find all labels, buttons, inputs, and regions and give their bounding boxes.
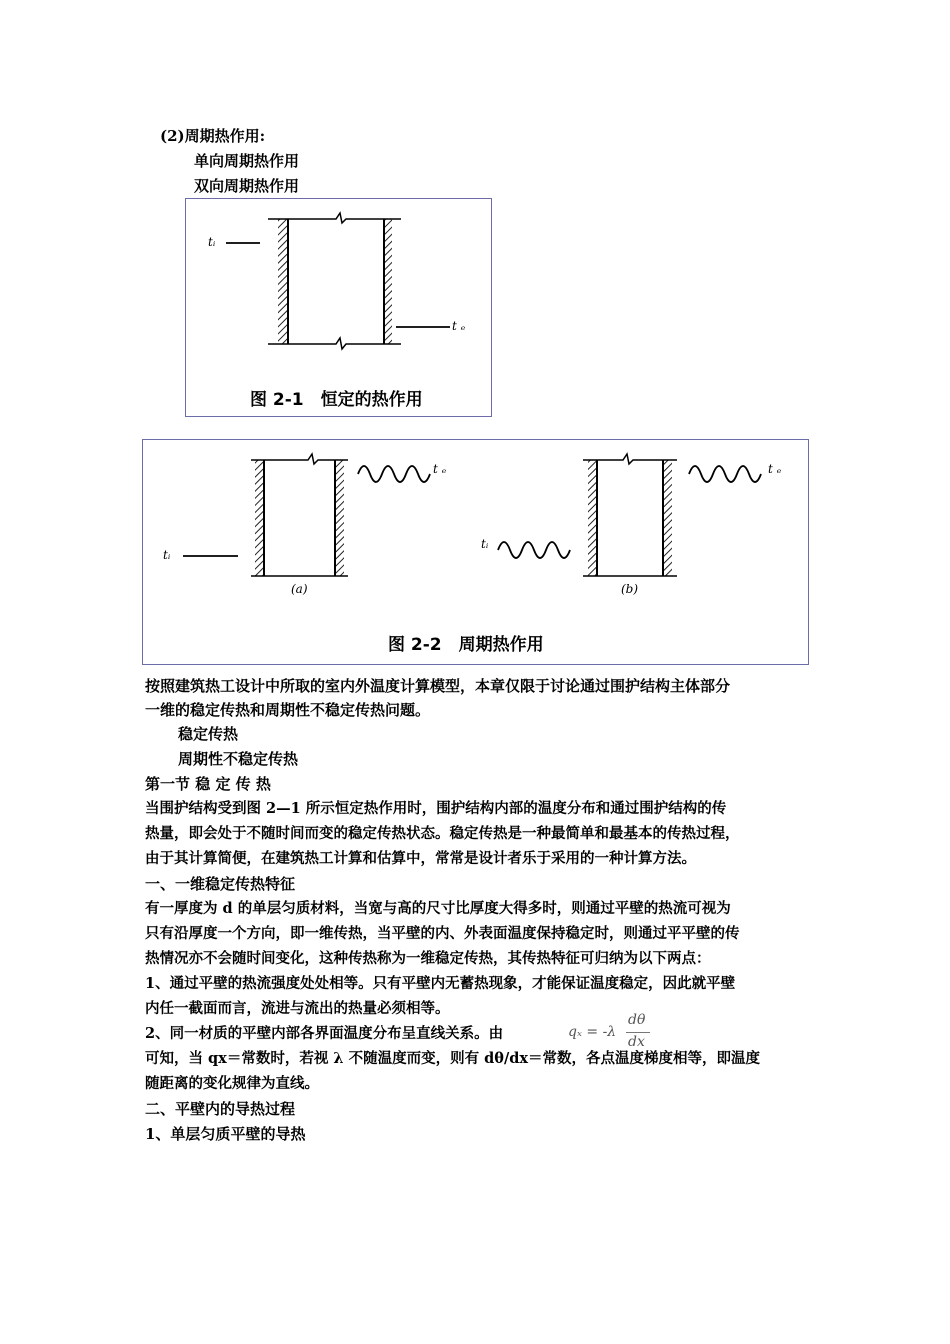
- fig2b-label-ti: tᵢ: [481, 537, 489, 551]
- wall-right-hatch: [384, 219, 392, 344]
- fig2b-wall-left: [588, 460, 597, 576]
- para2-line1: 当围护结构受到图 2—1 所示恒定热作用时，围护结构内部的温度分布和通过围护结构的传: [145, 800, 727, 817]
- para3-line2: 只有沿厚度一个方向，即一维传热，当平壁的内、外表面温度保持稳定时，则通过平平壁的传: [145, 925, 740, 942]
- fig2-caption: 图 2-2 周期热作用: [388, 635, 544, 655]
- item-unsteady-heat: 周期性不稳定传热: [178, 750, 299, 768]
- point1-line1: 1、通过平壁的热流强度处处相等。只有平壁内无蓄热现象，才能保证温度稳定，因此就平壁: [145, 975, 736, 992]
- figure-2-2: [142, 439, 809, 665]
- subsection2-title: 二、平壁内的导热过程: [145, 1100, 296, 1118]
- formula-fraction-bar: [626, 1032, 650, 1033]
- point1-line2: 内任一截面而言，流进与流出的热量必须相等。: [145, 1000, 450, 1017]
- fig2a-label-ti: tᵢ: [163, 548, 171, 562]
- item-double-periodic: 双向周期热作用: [194, 177, 300, 195]
- para1-line1: 按照建筑热工设计中所取的室内外温度计算模型，本章仅限于讨论通过围护结构主体部分: [145, 677, 731, 695]
- point2-line3: 随距离的变化规律为直线。: [145, 1075, 319, 1092]
- fig2-sublabel-b: (b): [621, 582, 639, 596]
- fig1-label-te: t ₑ: [452, 319, 466, 333]
- fig2a-wall-left: [255, 460, 264, 576]
- fig2b-wall-right: [663, 460, 672, 576]
- item-steady-heat: 稳定传热: [178, 725, 239, 743]
- wall-left-hatch: [278, 219, 288, 344]
- formula-lhs: qₓ = -λ: [568, 1024, 617, 1040]
- fig2b-label-te: t ₑ: [768, 462, 782, 476]
- heading-periodic-heat: (2)周期热作用:: [160, 127, 266, 145]
- item-single-periodic: 单向周期热作用: [194, 152, 300, 170]
- para3-line1: 有一厚度为 d 的单层匀质材料，当宽与高的尺寸比厚度大得多时，则通过平壁的热流可视为: [145, 900, 731, 917]
- formula-denominator: dx: [628, 1034, 645, 1050]
- para1-line2: 一维的稳定传热和周期性不稳定传热问题。: [145, 701, 431, 719]
- fig2-sublabel-a: (a): [291, 582, 308, 596]
- figure-2-1-drawing: [186, 199, 491, 416]
- para2-line2: 热量，即会处于不随时间而变的稳定传热状态。稳定传热是一种最简单和最基本的传热过程，: [145, 825, 740, 842]
- fig1-caption: 图 2-1 恒定的热作用: [250, 390, 423, 410]
- subsection1-title: 一、一维稳定传热特征: [145, 875, 296, 893]
- fig1-label-ti: tᵢ: [208, 235, 216, 249]
- para3-line3: 热情况亦不会随时间变化，这种传热称为一维稳定传热，其传热特征可归纳为以下两点：: [145, 950, 711, 967]
- fig2a-label-te: t ₑ: [433, 462, 447, 476]
- formula-numerator: dθ: [628, 1012, 646, 1028]
- para2-line3: 由于其计算简便，在建筑热工计算和估算中，常常是设计者乐于采用的一种计算方法。: [145, 850, 696, 867]
- figure-2-1: [185, 198, 492, 417]
- point2-line2: 可知，当 qx＝常数时，若视 λ 不随温度而变，则有 dθ/dx＝常数，各点温度梯度相等，即温度: [145, 1050, 761, 1067]
- section1-title: 第一节 稳 定 传 热: [145, 775, 271, 793]
- subsection2-item1: 1、单层匀质平壁的导热: [145, 1125, 306, 1143]
- fig2a-wall-right: [335, 460, 344, 576]
- point2-line1: 2、同一材质的平壁内部各界面温度分布呈直线关系。由: [145, 1025, 504, 1042]
